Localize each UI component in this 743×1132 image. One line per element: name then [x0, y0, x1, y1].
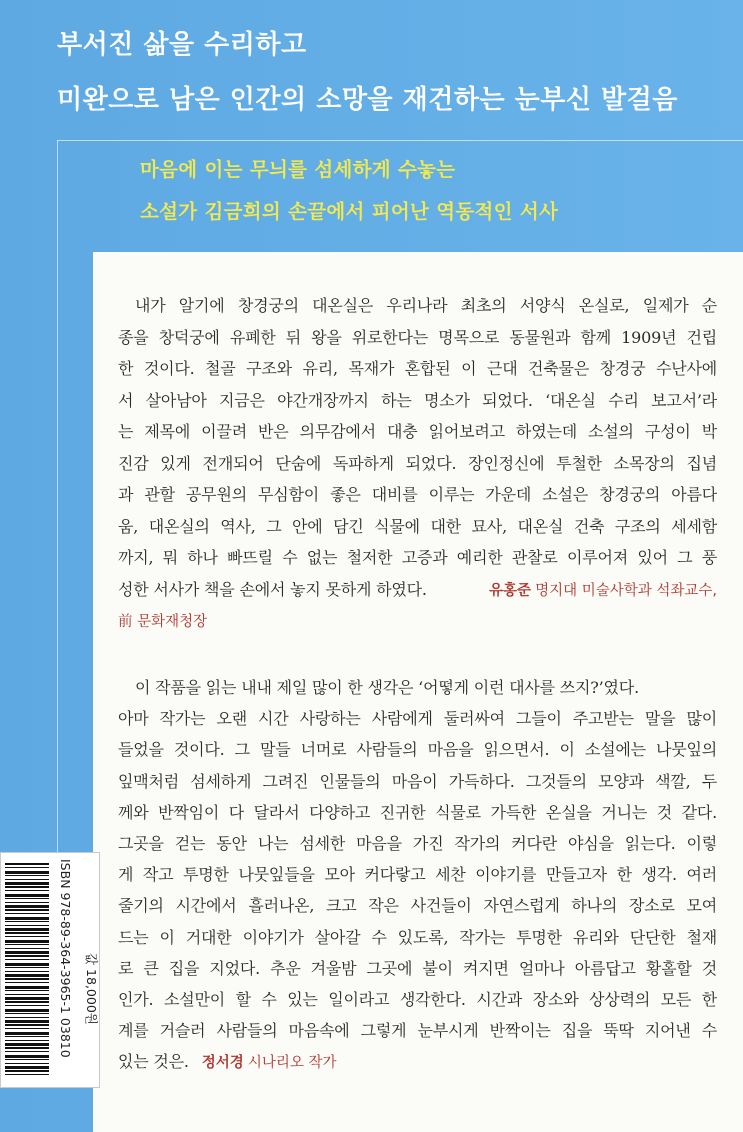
- frame-line-vertical: [57, 140, 58, 852]
- review-line: 계를 거슬러 사람들의 마음속에 그렇게 눈부시게 반짝이는 집을 뚝딱 지어낸 수: [118, 1021, 717, 1041]
- review-line: 인가. 소설만이 할 수 있는 일이라고 생각한다. 시간과 장소와 상상력의 모든 한: [118, 989, 717, 1009]
- review-block-1: [118, 290, 717, 637]
- review-block-2: [118, 672, 717, 1077]
- review-line: 과 관할 공무원의 무심함이 좋은 대비를 이루는 가운데 소설은 창경궁의 아름다: [118, 485, 717, 504]
- review-line: 그곳을 걷는 동안 나는 섬세한 마음을 가진 작가의 커다란 야심을 읽는다. 이렇: [118, 833, 717, 853]
- review-line-with-signature: [118, 574, 717, 606]
- price-text: 값 18,000원: [84, 953, 99, 1025]
- review-line: 까지, 뭐 하나 빠뜨릴 수 없는 철저한 고증과 예리한 관찰로 이루어져 있어 그 풍: [118, 548, 717, 567]
- review-line: 로 큰 집을 지었다. 추운 겨울밤 그곳에 불이 켜지면 얼마나 아름답고 황홀할 것: [118, 958, 717, 978]
- review-line: 진감 있게 전개되어 단숨에 독파하게 되었다. 장인정신에 투철한 소목장의 집념: [118, 453, 717, 473]
- review-line: 게 작고 투명한 나뭇잎들을 모아 커다랗고 세찬 이야기를 만들고자 한 생각. 여러: [118, 865, 717, 885]
- review-line-with-signature: [118, 1046, 717, 1077]
- review-line: 이 작품을 읽는 내내 제일 많이 한 생각은 ‘어떻게 이런 대사를 쓰지?’였다.: [135, 678, 639, 697]
- review-line: 내가 알기에 창경궁의 대온실은 우리나라 최초의 서양식 온실로, 일제가 순: [135, 296, 717, 315]
- author-name: 유홍준: [489, 582, 532, 599]
- review-line: 들었을 것이다. 그 말들 너머로 사람들의 마음을 읽으면서. 이 소설에는 나뭇잎의: [118, 740, 717, 760]
- headline-line-1: 부서진 삶을 수리하고: [57, 30, 307, 60]
- author-title-2: 前 문화재청장: [118, 614, 208, 630]
- barcode-sticker: [0, 852, 100, 1088]
- review-line: 드는 이 거대한 이야기가 살아갈 수 있도록, 작가는 투명한 유리와 단단한 철재: [118, 927, 717, 947]
- isbn-text: ISBN 978-89-364-3965-1 03810: [58, 859, 73, 1058]
- signature: [489, 574, 717, 606]
- review-line: 한 것이다. 철골 구조와 유리, 목재가 혼합된 이 근대 건축물은 창경궁 수난사에: [118, 359, 717, 378]
- review-line: 서 살아남아 지금은 야간개장까지 하는 명소가 되었다. ‘대온실 수리 보고서’라: [118, 390, 717, 410]
- headline-line-2: 미완으로 남은 인간의 소망을 재건하는 눈부신 발걸음: [57, 85, 678, 115]
- review-line: 있는 것은.: [118, 1052, 189, 1072]
- author-title-line-2: [118, 605, 717, 637]
- author-name: 정서경: [201, 1055, 244, 1072]
- subheadline-line-2: 소설가 김금희의 손끝에서 피어난 역동적인 서사: [140, 200, 559, 223]
- review-line: 께와 반짝임이 다 달라서 다양하고 진귀한 식물로 가득한 온실을 거니는 것 같다.: [118, 802, 717, 822]
- review-line: 아마 작가는 오랜 시간 사랑하는 사람에게 둘러싸여 그들이 주고받는 말을 많이: [118, 709, 717, 729]
- review-line: 움, 대온실의 역사, 그 안에 담긴 식물에 대한 묘사, 대온실 건축 구조의 세세함: [118, 516, 717, 536]
- review-line: 성한 서사가 책을 손에서 놓지 못하게 하였다.: [118, 579, 427, 599]
- author-title: 시나리오 작가: [247, 1055, 337, 1072]
- subheadline-line-1: 마음에 이는 무늬를 섬세하게 수놓는: [140, 158, 456, 181]
- review-line: 줄기의 시간에서 흘러나온, 크고 작은 사건들이 자연스럽게 하나의 장소로 모여: [118, 896, 717, 916]
- review-line: 는 제목에 이끌려 반은 의무감에서 대충 읽어보려고 하였는데 소설의 구성이 박: [118, 422, 717, 441]
- review-line: 잎맥처럼 섬세하게 그려진 인물들의 마음이 가득하다. 그것들의 모양과 색깔, 두: [118, 771, 717, 791]
- review-line: 종을 창덕궁에 유폐한 뒤 왕을 위로한다는 명목으로 동물원과 함께 1909년 건립: [118, 327, 717, 347]
- author-title: 명지대 미술사학과 석좌교수,: [535, 582, 717, 599]
- frame-line-horizontal: [57, 140, 743, 141]
- barcode-bars: [5, 863, 49, 1075]
